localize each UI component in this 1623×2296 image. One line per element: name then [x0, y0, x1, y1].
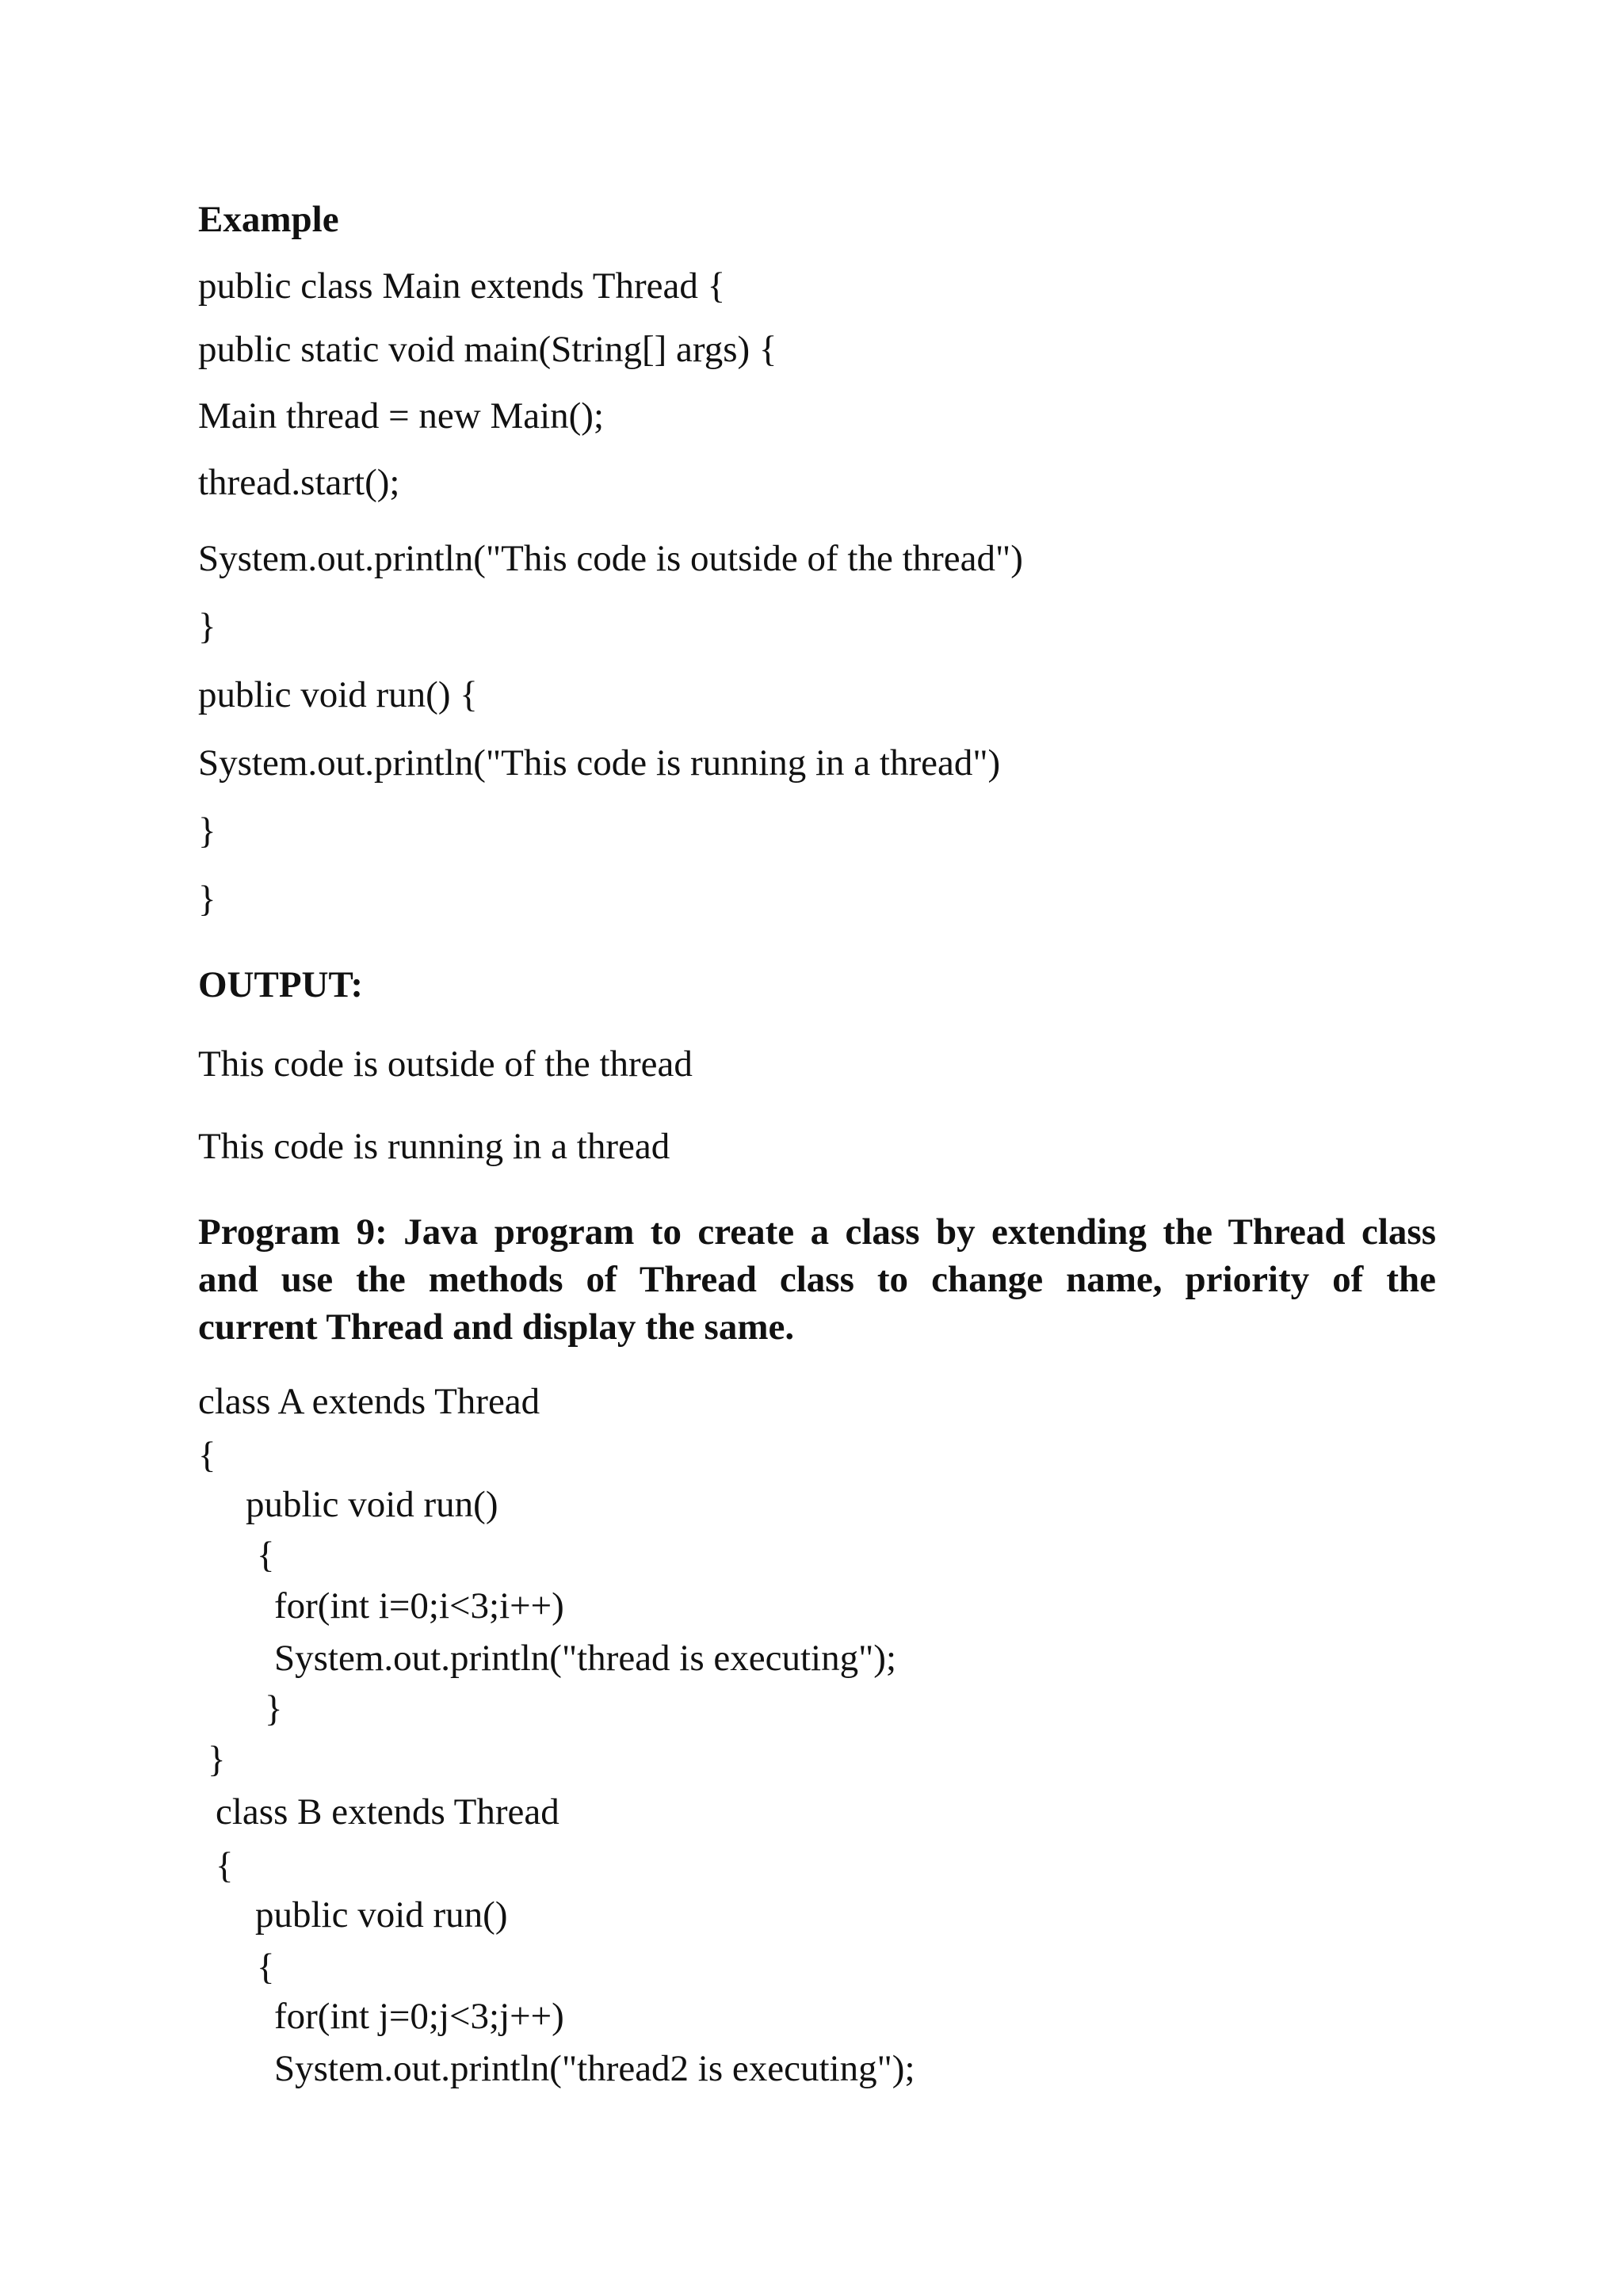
- example-code-line: public class Main extends Thread {: [198, 265, 726, 307]
- output-heading: OUTPUT:: [198, 964, 364, 1005]
- program-code-line: {: [257, 1947, 275, 1988]
- program-code-line: System.out.println("thread is executing");: [274, 1638, 897, 1679]
- example-code-line: public static void main(String[] args) {: [198, 329, 777, 370]
- program-title-line: current Thread and display the same.: [198, 1306, 795, 1348]
- program-code-line: {: [257, 1535, 275, 1576]
- output-line: This code is outside of the thread: [198, 1043, 693, 1085]
- program-code-line: {: [216, 1845, 234, 1886]
- program-code-line: }: [265, 1688, 283, 1730]
- program-title-line: Program 9: Java program to create a class by extending the Thread class: [198, 1211, 1436, 1253]
- example-code-line: }: [198, 606, 216, 647]
- program-code-line: {: [198, 1435, 216, 1476]
- program-code-line: class A extends Thread: [198, 1381, 540, 1422]
- program-code-line: for(int j=0;j<3;j++): [274, 1996, 564, 2037]
- example-code-line: Main thread = new Main();: [198, 395, 605, 437]
- example-code-line: thread.start();: [198, 462, 400, 503]
- program-title-line: and use the methods of Thread class to change name, priority of the: [198, 1259, 1436, 1300]
- program-code-line: }: [208, 1739, 226, 1780]
- program-code-line: public void run(): [246, 1484, 498, 1525]
- example-code-line: }: [198, 810, 216, 852]
- output-line: This code is running in a thread: [198, 1126, 670, 1167]
- example-code-line: System.out.println("This code is outside of the thread"): [198, 538, 1023, 579]
- example-code-line: public void run() {: [198, 674, 478, 715]
- program-code-line: class B extends Thread: [216, 1791, 559, 1833]
- example-code-line: }: [198, 879, 216, 920]
- program-code-line: System.out.println("thread2 is executing");: [274, 2048, 915, 2089]
- program-code-line: public void run(): [255, 1894, 508, 1936]
- example-heading: Example: [198, 199, 339, 240]
- example-code-line: System.out.println("This code is running in a thread"): [198, 742, 1001, 784]
- program-code-line: for(int i=0;i<3;i++): [274, 1585, 564, 1627]
